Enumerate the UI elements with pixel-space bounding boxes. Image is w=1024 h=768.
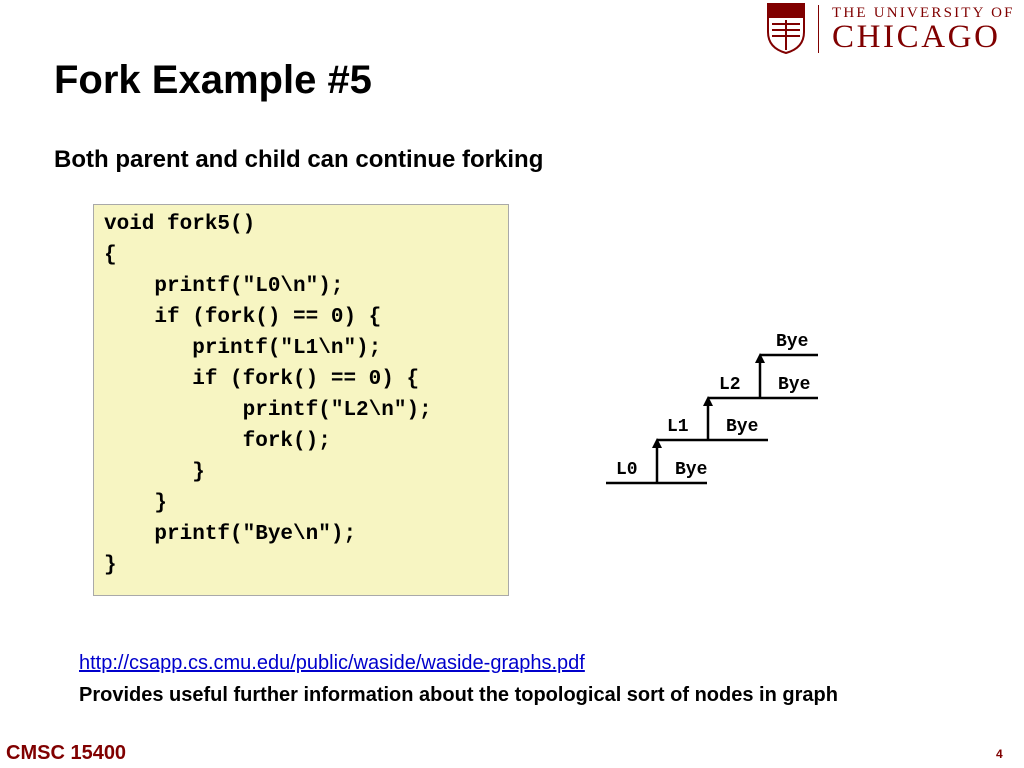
- graph-label-bye: Bye: [726, 417, 759, 437]
- university-logo: [766, 2, 1024, 56]
- graph-label-bye: Bye: [778, 375, 811, 395]
- code-line: }: [104, 461, 205, 484]
- reference-description: Provides useful further information about the topological sort of nodes in graph: [79, 684, 838, 706]
- shield-icon: [766, 2, 806, 54]
- code-line: fork();: [104, 430, 331, 453]
- code-line: printf("Bye\n");: [104, 523, 357, 546]
- graph-label-bye: Bye: [776, 332, 809, 352]
- graph-label-bye: Bye: [675, 460, 708, 480]
- graph-label-l0: L0: [616, 460, 638, 480]
- page-number: 4: [996, 747, 1003, 761]
- process-graph: [560, 320, 860, 520]
- code-line: }: [104, 492, 168, 515]
- code-line: void fork5(): [104, 213, 256, 236]
- code-line: {: [104, 244, 117, 267]
- logo-chicago-text: CHICAGO: [832, 19, 1001, 55]
- slide-title: Fork Example #5: [54, 58, 372, 102]
- code-line: printf("L2\n");: [104, 399, 432, 422]
- logo-divider: [818, 5, 819, 53]
- graph-label-l2: L2: [719, 375, 741, 395]
- code-block: [93, 204, 509, 596]
- slide-subtitle: Both parent and child can continue forking: [54, 146, 544, 173]
- code-line: printf("L1\n");: [104, 337, 382, 360]
- course-code: CMSC 15400: [6, 742, 127, 764]
- code-line: }: [104, 554, 117, 577]
- graph-label-l1: L1: [667, 417, 689, 437]
- code-line: if (fork() == 0) {: [104, 306, 382, 329]
- code-line: if (fork() == 0) {: [104, 368, 420, 391]
- code-line: printf("L0\n");: [104, 275, 344, 298]
- reference-link[interactable]: http://csapp.cs.cmu.edu/public/waside/waside-graphs.pdf: [79, 652, 585, 674]
- logo-university-text: THE UNIVERSITY OF: [832, 5, 1015, 21]
